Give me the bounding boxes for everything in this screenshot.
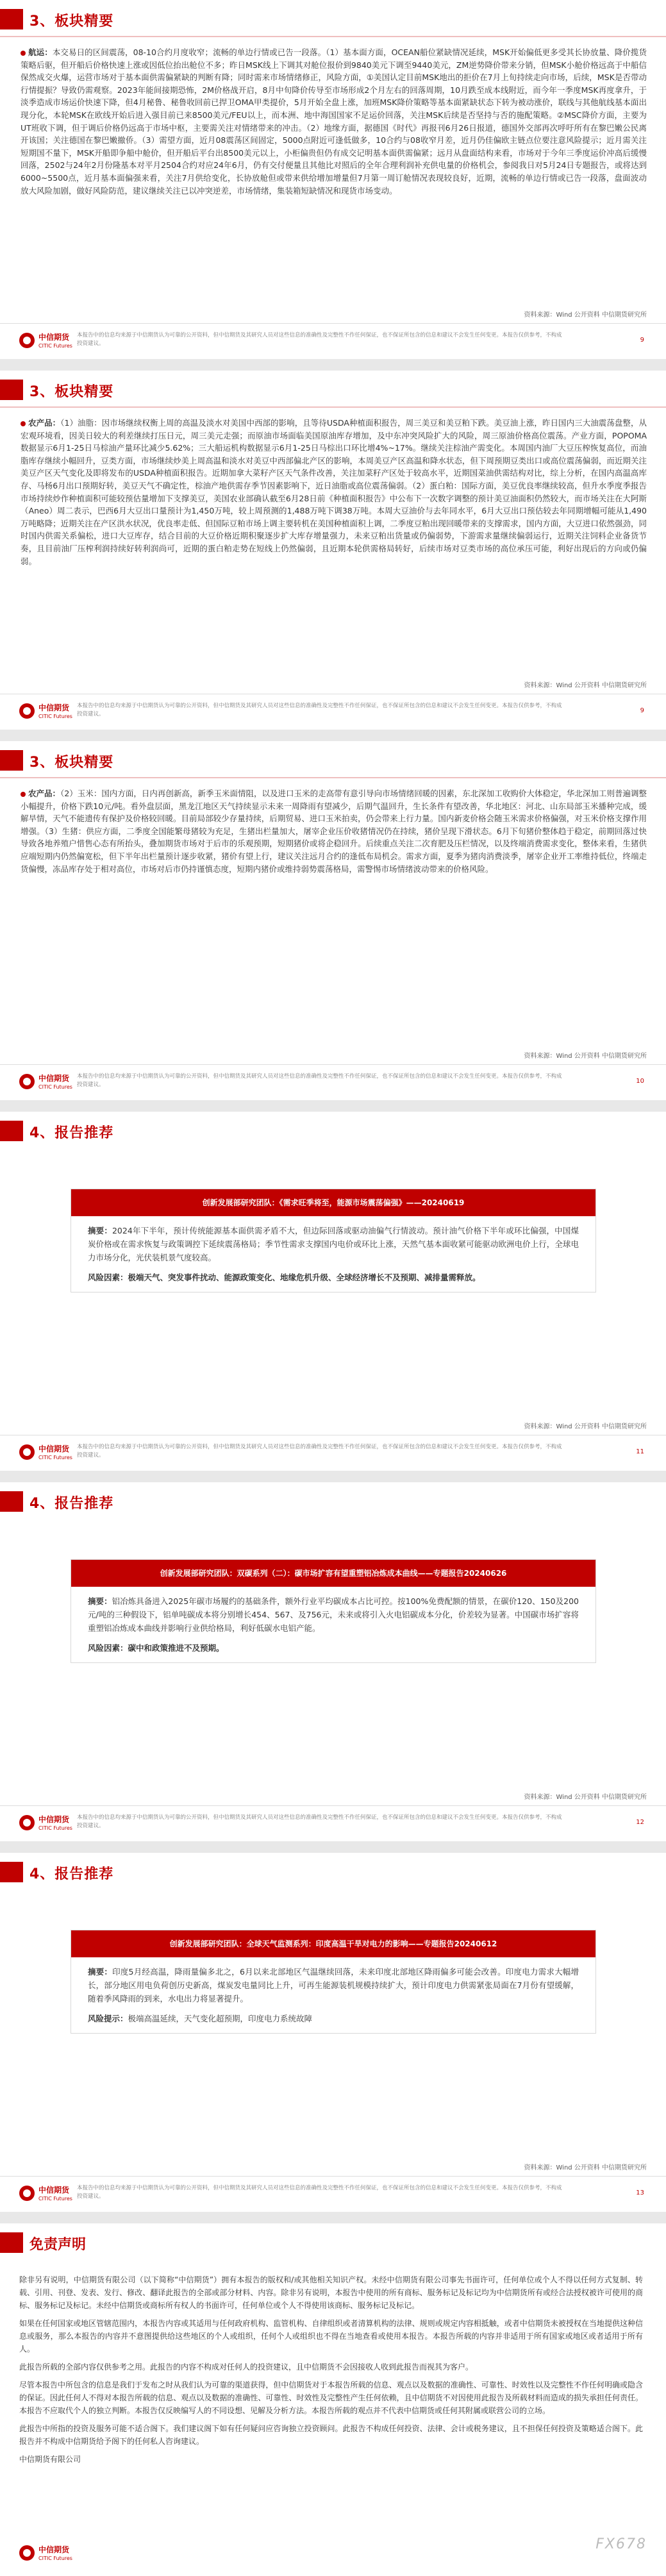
footer-disclaimer: 本报告中的信息均来源于中信期货认为可靠的公开资料，但中信期货及其研究人员对这些信息的准确性及完整性不作任何保证，也不保证所包含的信息和建议不会发生任何变更。本报告仅供参考，不构成投资建议。 bbox=[77, 2185, 562, 2200]
slide-header bbox=[0, 0, 666, 37]
header-accent-bar bbox=[0, 750, 23, 771]
watermark: FX678 bbox=[595, 2536, 647, 2552]
section-title: 4、报告推荐 bbox=[29, 1496, 114, 1512]
section-title: 4、报告推荐 bbox=[29, 1125, 114, 1141]
paragraph-lead: 农产品： bbox=[28, 789, 61, 798]
logo-cn: 中信期货 bbox=[38, 2186, 70, 2195]
logo-cn: 中信期货 bbox=[38, 703, 70, 712]
report-summary: 铝冶炼具备进入2025年碳市场履约的基础条件，额外行业平均碳成本占比可控。按100%免费配额的情景，在碳价120、150及200元/吨的三种假设下，铝单吨碳成本将分别增长454、567、及756元，未来或将引入火电铝碳成本分化，价差较为显著。中国碳市场扩容将重塑铝冶炼成本曲线并影响行业供给格局，利好低碳水电铝产能。 bbox=[88, 1596, 579, 1633]
paragraph-lead: 航运： bbox=[28, 47, 53, 57]
page-number: 13 bbox=[636, 2189, 644, 2196]
logo-en: CITIC Futures bbox=[38, 1825, 72, 1831]
report-card bbox=[71, 1930, 596, 2034]
spacer bbox=[88, 2005, 579, 2012]
company-name: 中信期货有限公司 bbox=[19, 2455, 81, 2464]
logo-en: CITIC Futures bbox=[38, 2196, 72, 2202]
disclaimer-paragraph: 此报告中所指的投资及服务可能不适合阁下。我们建议阁下如有任何疑问应咨询独立投资顾问。此报告不构成任何投资、法律、会计或税务建议，且不担保任何投资及策略适合阁下。此报告并不构成中信期货给予阁下的任何私人咨询建议。 bbox=[19, 2424, 643, 2446]
board-paragraph bbox=[21, 787, 647, 1044]
page-number: 10 bbox=[636, 1078, 644, 1085]
header-accent-bar bbox=[0, 1121, 23, 1141]
slide-header bbox=[0, 741, 666, 778]
bullet-icon bbox=[21, 51, 26, 56]
logo-mark-icon bbox=[19, 2186, 35, 2201]
citic-futures-logo bbox=[19, 2183, 72, 2205]
source-note: 资料来源：Wind 公开资料 中信期货研究所 bbox=[524, 312, 647, 319]
footer-disclaimer: 本报告中的信息均来源于中信期货认为可靠的公开资料，但中信期货及其研究人员对这些信息的准确性及完整性不作任何保证，也不保证所包含的信息和建议不会发生任何变更。本报告仅供参考，不构成投资建议。 bbox=[77, 1444, 562, 1459]
risk-label: 风险因素： bbox=[88, 1273, 128, 1282]
disclaimer-title: 免责声明 bbox=[29, 2237, 87, 2253]
slide-footer bbox=[0, 1805, 666, 1840]
report-title[interactable]: 创新发展部研究团队：双碳系列（二）：碳市场扩容有望重塑铝冶炼成本曲线——专题报告20240626 bbox=[71, 1560, 595, 1587]
report-summary: 印度5月经高温，降雨量偏多北之，6月以来北部地区气温继续回落，未来印度北部地区降雨偏多可能会改善。印度电力需求大幅增长，部分地区用电负荷创历史新高，煤炭发电量同比上升，可再生能源装机规模持续扩大，预计印度电力供需紧张局面在7月份有望缓解，随着季风降雨的到来，水电出力将显著提升。 bbox=[88, 1967, 579, 2003]
source-note: 资料来源：Wind 公开资料 中信期货研究所 bbox=[524, 1794, 647, 1801]
report-body bbox=[71, 1957, 595, 2033]
footer-disclaimer: 本报告中的信息均来源于中信期货认为可靠的公开资料，但中信期货及其研究人员对这些信息的准确性及完整性不作任何保证，也不保证所包含的信息和建议不会发生任何变更。本报告仅供参考，不构成投资建议。 bbox=[77, 1073, 562, 1088]
slide-header bbox=[0, 2223, 666, 2261]
header-divider bbox=[0, 777, 666, 778]
report-body bbox=[71, 1216, 595, 1292]
disclaimer-paragraph: 如果在任何国家或地区管辖范围内，本报告内容或其适用与任何政府机构、监管机构、自律组织或者清算机构的法律、规则或规定内容相抵触，或者中信期货未被授权在当地提供这种信息或服务，那么本报告的内容并不意图提供给这些地区的个人或组织，任何个人或组织也不得在当地查看或使用本报告。本报告所载的内容并非适用于所有国家或地区或者适用于所有人。 bbox=[19, 2319, 643, 2354]
logo-mark-icon bbox=[19, 1444, 35, 1460]
header-divider bbox=[0, 406, 666, 408]
paragraph-text: （1）油脂：因市场继续权衡上周的高温及淡水对美国中西部的影响，且等待USDA种植面积报告，周三美豆和美豆粕下跌。美豆油上涨，昨日国内三大油震荡盘整，从宏观环境看，因美日较大的利差继续打压日元，周三美元走强；而原油市场面临美国原油库存增加，及中东冲突风险扩大的风险，周三原油价格高位震荡。产业方面，POPOMA数据显示6月1-25日马棕油产量环比减少5.62%；三大船运机构数据显示6月1-25日马棕出口环比增4%~17%。继续关注棕油产需变化。本周国内油厂大豆压榨恢复高位，而油脂库存继续小幅回升，豆类方面，市场继续炒美上周高温和淡水对美豆中西部偏北产区的影响，本周美豆产区高温和降水状态，但下周预期豆类出口或高位震荡偏弱，而近期关注美豆产区天气变化及即将发布的USDA种植面积报告。近期加拿大菜籽产区天气条件改善，关注加菜籽产区处于较高水平，近期国菜油供需结构对比，综上分析，在国内高温高库存、马杨6月出口预期好转，美豆天气不确定性，棕油产地供需存季节因素影响下，近日油脂或高位震荡偏弱。（2）蛋白粕：国际方面，美豆优良率继续较高，但升水季度季报告市场持续炒作种植面积可能较预估量增加下支撑美豆，美国农业部确认截至6月28日前《种植面积报告》中公布下一次数字调整的预计美豆油面积仍然较大，而市场关注在大阿斯（Aneo）周二表示，巴西6月大豆出口量预计为1,450万吨，较上周预测的1,488万吨下调38万吨。本周大豆油价与去年同水平，6月大豆出口预估较去年同期增幅可能从1,490万吨略降；近期关注在产区洪水状况，优良率走低、但国际豆粕市场上调主要转机在美国种植面积上调，二季度豆粕出现回暖带来的支撑需求，国内方面，大豆进口依然强劲，同时国内供需关系偏松，进口大豆库存，结合目前的大豆价格近期积聚逐步扩大库存增量强力，未来豆粕出货量或仍偏弱势，下游需求量继续偏弱运行，近期关注饲料企业备货节奏，且目前油厂压榨利润持续好转利润尚可，近期的蛋白粕走势在短线上仍然偏弱，且近期本轮供需格局转好，后续市场对豆类市场的高位承压可能，利好出现后的方向或仍偏弱。 bbox=[21, 418, 647, 566]
board-paragraph bbox=[21, 417, 647, 673]
slide-header bbox=[0, 1853, 666, 1890]
logo-mark-icon bbox=[19, 2545, 35, 2561]
header-accent-bar bbox=[0, 2232, 23, 2253]
citic-futures-logo bbox=[19, 2543, 72, 2564]
source-note: 资料来源：Wind 公开资料 中信期货研究所 bbox=[524, 1053, 647, 1060]
report-card bbox=[71, 1559, 596, 1663]
logo-cn: 中信期货 bbox=[38, 2545, 70, 2554]
logo-cn: 中信期货 bbox=[38, 1444, 70, 1453]
slide-board-agri-1 bbox=[0, 371, 666, 730]
logo-en: CITIC Futures bbox=[38, 2555, 72, 2561]
slide-footer bbox=[0, 323, 666, 358]
logo-en: CITIC Futures bbox=[38, 1455, 72, 1460]
section-title: 4、报告推荐 bbox=[29, 1866, 114, 1882]
disclaimer-paragraph: 此报告所载的全部内容仅供参考之用。此报告的内容不构成对任何人的投资建议，且中信期货不会因接收人收到此报告而视其为客户。 bbox=[19, 2363, 474, 2371]
header-divider bbox=[0, 36, 666, 37]
slide-header bbox=[0, 371, 666, 408]
paragraph-text: （2）玉米：国内方面，日内再创新高，新季玉米面情阻，以及进口玉米的走高带有意引导向市场情绪回暖的因素，东北深加工收购价大体稳定，华北深加工则普遍调整小幅提升，价格下跌10元/吨。看外盘层面，黑龙江地区天气持续显示未来一周降雨有望减少，后期气温回升，生长条件有望改善，华北地区：河北、山东局部玉米播种完成，缓解旱情，天气不能遗传有保护及价格较回暖。目前局部较少存量持续，后期贸易、进口玉米拍卖，仍会带来上行力量。国内新麦价格会随玉米需求价格偏强，对玉米价格支撑作用增强。（3）生猪：供应方面，二季度全国能繁母猪较为充足，生猪出栏量加大，屠宰企业压价收猪情况仍在持续，猪价呈现下滑状态。6月下旬猪价整体趋于稳定，前期回落过快导致各地养殖户惜售心态有所抬头，叠加期货市场对于后市的乐观预期，短期猪价或将企稳回升。后续重点关注二次育肥及压栏情况，以及终端消费需求变化，整体来看，生猪供应端短期内仍然偏宽松，但下半年出栏量预计逐步收紧，猪价有望上行，建议关注远月合约的逢低布局机会。需求方面，夏季为猪肉消费淡季，屠宰企业开工率维持低位，终端走货偏慢，冻品库存处于相对高位，市场对后市仍持谨慎态度，短期内猪价或维持弱势震荡格局，需警惕市场情绪波动带来的价格风险。 bbox=[21, 789, 647, 874]
report-risk: 极端天气、突发事件扰动、能源政策变化、地缘危机升级、全球经济增长不及预期、减排量需释放。 bbox=[128, 1273, 481, 1282]
logo-en: CITIC Futures bbox=[38, 714, 72, 719]
section-title: 3、板块精要 bbox=[29, 13, 114, 29]
bullet-icon bbox=[21, 421, 26, 426]
logo-mark-icon bbox=[19, 333, 35, 348]
logo-cn: 中信期货 bbox=[38, 1815, 70, 1824]
risk-label: 风险提示： bbox=[88, 2014, 128, 2023]
spacer bbox=[88, 1264, 579, 1271]
board-paragraph bbox=[21, 46, 647, 303]
slide-header bbox=[0, 1112, 666, 1149]
footer-disclaimer: 本报告中的信息均来源于中信期货认为可靠的公开资料，但中信期货及其研究人员对这些信息的准确性及完整性不作任何保证，也不保证所包含的信息和建议不会发生任何变更。本报告仅供参考，不构成投资建议。 bbox=[77, 332, 562, 347]
logo-en: CITIC Futures bbox=[38, 343, 72, 349]
summary-label: 摘要： bbox=[88, 1596, 112, 1606]
footer-disclaimer: 本报告中的信息均来源于中信期货认为可靠的公开资料，但中信期货及其研究人员对这些信息的准确性及完整性不作任何保证，也不保证所包含的信息和建议不会发生任何变更。本报告仅供参考，不构成投资建议。 bbox=[77, 1814, 562, 1829]
logo-mark-icon bbox=[19, 1815, 35, 1830]
section-title: 3、板块精要 bbox=[29, 384, 114, 400]
citic-futures-logo bbox=[19, 701, 72, 723]
disclaimer-body bbox=[19, 2273, 643, 2530]
bullet-icon bbox=[21, 792, 26, 797]
paragraph-lead: 农产品： bbox=[28, 418, 61, 428]
page-number: 12 bbox=[636, 1819, 644, 1826]
header-accent-bar bbox=[0, 9, 23, 29]
page-number: 11 bbox=[636, 1448, 644, 1455]
risk-label: 风险因素： bbox=[88, 1643, 128, 1653]
header-accent-bar bbox=[0, 1491, 23, 1512]
paragraph-text: 本交易日的区间震荡，08-10合约月度收窄；流畅的单边行情或已告一段落。（1）基本面方面，OCEAN船位紧缺情况延续，MSK开始偏低更多受其长协放量、降价揽货策略后驱，但开船后价格快速上涨或因低位抬出舱位不多；昨日MSK线上下调其对舱位报价到9840美元下调至9440美元，ZM逆势降价带来分销，但MSK小舱价格远高于中船信保然成交火爆，运营市场对于基本面供需偏紧缺的判断有降；同时需来市场情绪修正，风险方面，①美国认定目前MSK地出的拒价在7月上旬持续走向市场，后续，MSK是否带动行情提振？导致仍需观察。2023年能间接期恐怖，2M价格战开启，8月中旬降价传导至市场形成2个月左右的回落周期，10月跌至成本线附近，而今年一季度MSK再度拿升，于淡季造成市场运价快速下降，但4月秘鲁、秘鲁收回前已捍卫OMA甲类提价，5月开始全盘上涨，加班MSK降价策略等基本面紧缺状态下转为被动涨价，联线与其他航线基本面出现分化，本轮MSK在欧线开始后进入强目前已来8500美元/FEU以上，而本洲、地中海国国家不足运价回落，关注MSK后续是否坚持与否的施配策略。②MSC降价方面，主要为UT班收下调，但于调后价格仍远高于市场中枢，主要需关注对情绪带来的冲击。（2）地缘方面，据德国《时代》再报刊6月26日报道，德国外交部再次呼吁所有在黎巴嫩公民离开该国；关注德国在黎巴嫩撤侨。（3）需望方面，近月08震荡区间固定，5000点附近可逢低做多，10合约与08收窄月差，近月仍佳偏欧主链点位要注意风险提示；近月需关注短期国不量下，MSK开船即争船中舱价，但开船后平台出8500美元以上，小柜偏贵但仍有成交记明基本面供需偏紧；远月从盘面结构来看，市场对于今年三季度运价冲高后缓慢回落，2502与24年2月份隆基本对平月2504合约对应24年6月，仍有交付便量且其他比对照后的全年合理利润补充供电量的价格机会，参阅我日对5月24日专题报告，或将达到6000~5500点，近月基本面偏强来看，关注7月供给变化，长协放舱但或带来供给增加增量但7月第一周订舱情况表现较良好，近期，流畅的单边行情或已告一段落，盘面波动放大风险加剧，做好风险防范，建议继续关注已以冲突逆差，市场情绪，集装箱短缺情况和现货市场变动。 bbox=[21, 47, 647, 196]
source-note: 资料来源：Wind 公开资料 中信期货研究所 bbox=[524, 1423, 647, 1430]
report-card bbox=[71, 1189, 596, 1292]
slide-report-2 bbox=[0, 1482, 666, 1841]
header-accent-bar bbox=[0, 1862, 23, 1882]
slide-report-3 bbox=[0, 1853, 666, 2212]
slide-footer bbox=[0, 694, 666, 728]
slide-board-shipping bbox=[0, 0, 666, 359]
slide-report-1 bbox=[0, 1112, 666, 1471]
logo-cn: 中信期货 bbox=[38, 333, 70, 342]
slide-footer bbox=[0, 1064, 666, 1099]
section-title: 3、板块精要 bbox=[29, 755, 114, 771]
citic-futures-logo bbox=[19, 1812, 72, 1834]
page-number: 9 bbox=[640, 337, 644, 344]
logo-mark-icon bbox=[19, 1074, 35, 1089]
report-risk: 碳中和政策推进不及预期。 bbox=[128, 1643, 224, 1653]
logo-en: CITIC Futures bbox=[38, 1084, 72, 1090]
citic-futures-logo bbox=[19, 330, 72, 352]
slide-disclaimer bbox=[0, 2223, 666, 2576]
slide-footer bbox=[0, 1435, 666, 1469]
slide-board-agri-2 bbox=[0, 741, 666, 1100]
summary-label: 摘要： bbox=[88, 1967, 113, 1977]
spacer bbox=[88, 1635, 579, 1641]
report-title[interactable]: 创新发展部研究团队：《需求旺季将至，能源市场震荡偏强》——20240619 bbox=[71, 1189, 595, 1216]
report-risk: 极端高温延续，天气变化超预期，印度电力系统故障 bbox=[128, 2014, 313, 2023]
logo-cn: 中信期货 bbox=[38, 1074, 70, 1083]
report-summary: 2024年下半年，预计传统能源基本面供需矛盾不大，但边际回落或驱动油偏气行情波动。预计油气价格下半年或环比偏强，中国煤炭价格或在需求恢复与政策调控下延续震荡格局；季节性需求支撑国内电价或环比上涨，天然气基本面收紧可能驱动欧洲电价上行，全球电力市场分化，光伏装机景气度较高。 bbox=[88, 1226, 579, 1262]
source-note: 资料来源：Wind 公开资料 中信期货研究所 bbox=[524, 682, 647, 689]
slide-footer bbox=[0, 2176, 666, 2211]
disclaimer-paragraph: 除非另有说明，中信期货有限公司（以下简称“中信期货”）拥有本报告的版权和/或其他相关知识产权。未经中信期货有限公司事先书面许可，任何单位或个人不得以任何方式复制、转载、引用、刊登、发表、发行、修改、翻译此报告的全部或部分材料、内容。除非另有说明，本报告中使用的所有商标、服务标记及标记均为中信期货所有或经合法授权被许可使用的商标、服务标记及标记。未经中信期货或商标所有权人的书面许可，任何单位或个人不得使用该商标、服务标记及标记。 bbox=[19, 2275, 643, 2310]
report-title[interactable]: 创新发展部研究团队：全球天气监测系列：印度高温干旱对电力的影响——专题报告20240612 bbox=[71, 1930, 595, 1957]
citic-futures-logo bbox=[19, 1071, 72, 1093]
logo-mark-icon bbox=[19, 703, 35, 719]
source-note: 资料来源：Wind 公开资料 中信期货研究所 bbox=[524, 2164, 647, 2171]
slide-header bbox=[0, 1482, 666, 1519]
disclaimer-paragraph: 尽管本报告中所包含的信息是我们于发布之时从我们认为可靠的渠道获得，但中信期货对于本报告所载的信息、观点以及数据的准确性、可靠性、时效性以及完整性不作任何明确或隐含的保证。因此任何人不得对本报告所载的信息、观点以及数据的准确性、可靠性、时效性及完整性产生任何依赖，且中信期货不对因使用此报告及所载材料而造成的损失承担任何责任。本报告不应取代个人的独立判断。本报告仅反映编写人的不同设想、见解及分析方法。本报告所载的观点并不代表中信期货或任何其附属或联营公司的立场。 bbox=[19, 2380, 643, 2415]
page-number: 9 bbox=[640, 707, 644, 714]
report-body bbox=[71, 1587, 595, 1662]
summary-label: 摘要： bbox=[88, 1226, 112, 1235]
header-accent-bar bbox=[0, 380, 23, 400]
citic-futures-logo bbox=[19, 1442, 72, 1464]
footer-disclaimer: 本报告中的信息均来源于中信期货认为可靠的公开资料，但中信期货及其研究人员对这些信息的准确性及完整性不作任何保证，也不保证所包含的信息和建议不会发生任何变更。本报告仅供参考，不构成投资建议。 bbox=[77, 703, 562, 717]
